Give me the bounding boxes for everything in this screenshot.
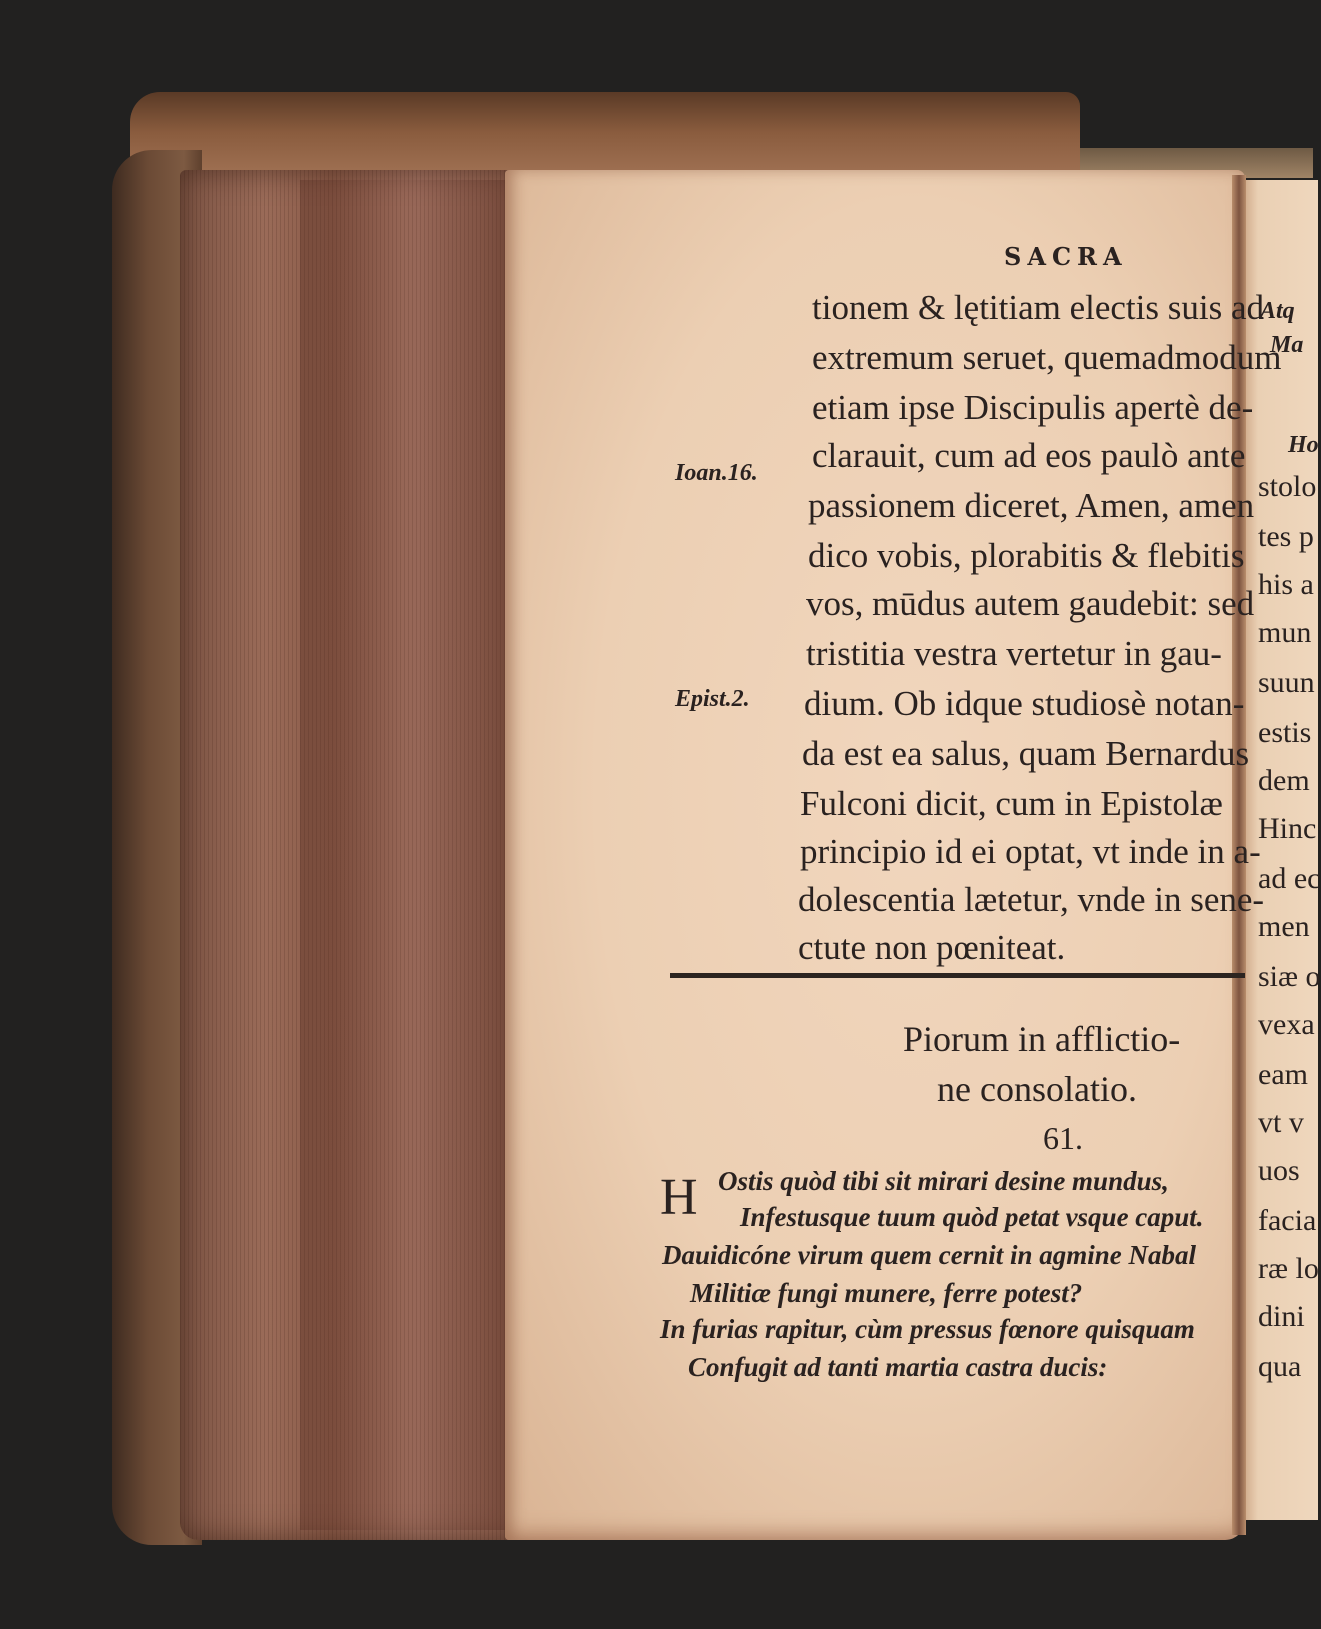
section-title: ne consolatio. [937,1069,1137,1109]
body-line: dium. Ob idque studiosè notan- [804,684,1245,723]
facing-fragment: ræ lo [1258,1252,1319,1285]
section-title: Piorum in afflictio- [903,1019,1181,1059]
page-edges-stain [300,180,510,1530]
facing-fragment: mun [1258,616,1312,649]
facing-fragment: Ma [1270,332,1304,358]
verse-line: Infestusque tuum quòd petat vsque caput. [740,1202,1204,1232]
body-line: passionem diceret, Amen, amen [808,486,1255,525]
drop-cap: H [660,1169,698,1226]
body-line: clarauit, cum ad eos paulò ante [812,436,1246,475]
facing-fragment: dem [1258,764,1310,797]
facing-page-text [1258,170,1321,1540]
body-line: etiam ipse Discipulis apertè de- [812,388,1254,427]
facing-fragment: vexa [1258,1008,1315,1041]
facing-fragment: siæ o [1258,960,1321,993]
facing-fragment: uos [1258,1154,1300,1187]
facing-fragment: eam [1258,1058,1308,1091]
verse-line: Confugit ad tanti martia castra ducis: [688,1352,1108,1382]
body-line: principio id ei optat, vt inde in a- [800,832,1261,871]
body-line: vos, mūdus autem gaudebit: sed [806,584,1255,623]
facing-fragment: qua [1258,1350,1302,1383]
body-line: tristitia vestra vertetur in gau- [806,634,1222,673]
facing-fragment: his a [1258,568,1314,601]
body-line: da est ea salus, quam Bernardus [802,734,1250,773]
marginal-note: Epist.2. [675,686,750,712]
running-header: SACRA [1004,242,1128,271]
body-line: Fulconi dicit, cum in Epistolæ [800,784,1223,823]
book-cover-top [130,92,1080,182]
facing-fragment: estis [1258,716,1312,749]
facing-fragment: Ho [1288,432,1319,458]
facing-fragment: facia [1258,1204,1317,1237]
facing-fragment: tes p [1258,520,1314,553]
facing-fragment: suun [1258,666,1315,699]
facing-fragment: Hinc [1258,812,1317,845]
facing-fragment: dini [1258,1300,1305,1333]
section-number: 61. [1043,1120,1083,1156]
verse-line: Dauidicóne virum quem cernit in agmine Nabal [662,1240,1197,1270]
verse-line: Militiæ fungi munere, ferre potest? [690,1278,1083,1308]
facing-fragment: stolo [1258,470,1317,503]
verse-line: In furias rapitur, cùm pressus fœnore quisquam [660,1314,1195,1344]
marginal-note: Ioan.16. [675,460,758,486]
body-line: dico vobis, plorabitis & flebitis [808,536,1245,575]
horizontal-rule [670,973,1245,977]
body-line: tionem & lętitiam electis suis ad [812,288,1264,327]
facing-fragment: vt v [1258,1106,1304,1139]
facing-fragment: ad ec [1258,862,1321,895]
facing-fragment: men [1258,910,1310,943]
body-line: extremum seruet, quemadmodum [812,338,1282,377]
body-line: dolescentia lætetur, vnde in sene- [798,880,1265,919]
verse-line: Ostis quòd tibi sit mirari desine mundus, [718,1166,1169,1196]
body-line: ctute non pœniteat. [798,928,1066,967]
facing-fragment: Atq [1260,298,1295,324]
